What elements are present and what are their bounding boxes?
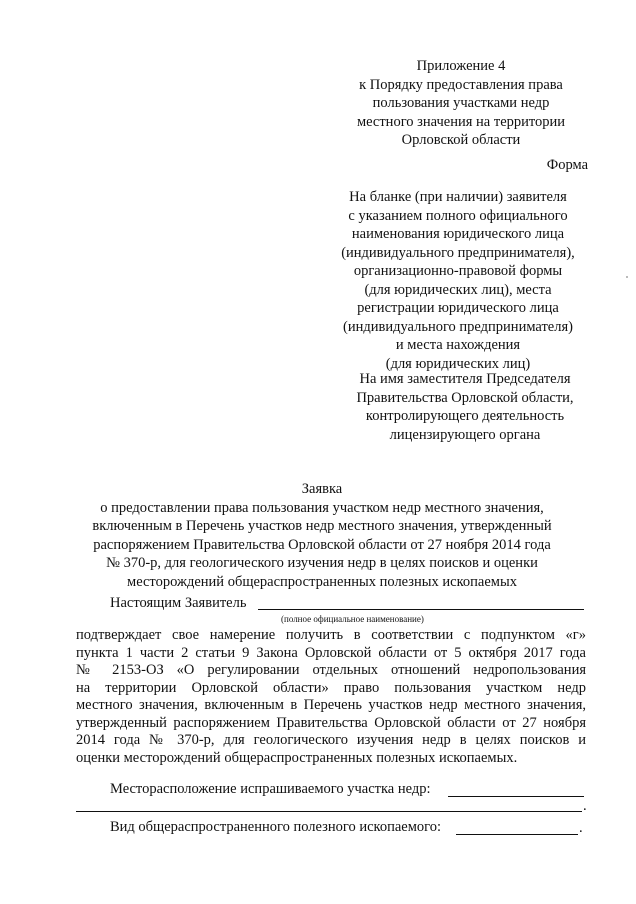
title-heading: Заявка [301, 481, 343, 497]
letterhead-note [320, 188, 596, 373]
addressee-line: На имя заместителя Председателя [359, 371, 571, 387]
addressee-line: контролирующего деятельность [365, 408, 565, 424]
addressee-block [330, 370, 600, 444]
body-line: № 2153-ОЗ «О регулировании отдельных отношений недропользования [76, 662, 586, 678]
body-line: подтверждает свое намерение получить в соответствии с подпунктом «г» [76, 627, 586, 643]
letterhead-note-line: (для юридических лиц), места [364, 281, 552, 298]
mineral-period: . [579, 820, 583, 836]
appendix-line: Орловской области [401, 132, 521, 148]
form-label: Форма [546, 157, 588, 173]
title-line: месторождений общераспространенных полезных ископаемых [127, 573, 517, 590]
applicant-label: Настоящим Заявитель [110, 595, 247, 611]
letterhead-note-line: с указанием полного официального [348, 207, 568, 224]
appendix-header [336, 57, 586, 150]
applicant-name-caption: (полное официальное наименование) [281, 614, 424, 624]
scan-artifact [626, 276, 628, 278]
body-line: оценки месторождений общераспространенных полезных ископаемых. [76, 749, 518, 766]
letterhead-note-line: На бланке (при наличии) заявителя [349, 189, 567, 205]
letterhead-note-line: (индивидуального предпринимателя) [343, 318, 573, 335]
title-line: распоряжением Правительства Орловской области от 27 ноября 2014 года [93, 536, 551, 553]
appendix-line: пользования участками недр [372, 95, 550, 111]
mineral-field[interactable] [456, 820, 578, 835]
title-line: включенным в Перечень участков недр местного значения, утвержденный [92, 518, 552, 534]
body-line: 2014 года № 370-р, для геологического изучения недр в целях поисков и [76, 732, 586, 748]
location-field-line-1[interactable] [448, 782, 584, 797]
addressee-line: Правительства Орловской области, [356, 389, 574, 406]
title-line: о предоставлении права пользования участком недр местного значения, [100, 499, 544, 516]
letterhead-note-line: наименования юридического лица [351, 226, 565, 242]
addressee-line: лицензирующего органа [389, 426, 541, 443]
location-label: Месторасположение испрашиваемого участка недр: [110, 781, 431, 797]
letterhead-note-line: регистрации юридического лица [357, 300, 559, 316]
body-line: местного значения, включенным в Перечень участков недр местного значения, [76, 697, 586, 713]
body-line: на территории Орловской области» право пользования участком недр [76, 679, 586, 696]
letterhead-note-line: организационно-правовой формы [353, 263, 563, 279]
letterhead-note-line: (для юридических лиц) [385, 355, 531, 372]
appendix-line: Приложение 4 [416, 58, 506, 74]
body-line: пункта 1 части 2 статьи 9 Закона Орловской области от 5 октября 2017 года [76, 644, 586, 661]
location-period: . [583, 798, 587, 814]
applicant-name-field[interactable] [258, 595, 584, 610]
appendix-line: местного значения на территории [356, 113, 566, 130]
location-field-line-2[interactable] [76, 798, 582, 812]
application-title [62, 480, 582, 591]
body-line: утвержденный распоряжением Правительства Орловской области от 27 ноября [76, 714, 586, 731]
appendix-line: к Порядку предоставления права [359, 76, 563, 93]
body-paragraph [76, 627, 586, 767]
letterhead-note-line: (индивидуального предпринимателя), [341, 244, 575, 261]
letterhead-note-line: и места нахождения [395, 337, 521, 353]
title-line: № 370-р, для геологического изучения недр в целях поисков и оценки [106, 555, 538, 571]
mineral-label: Вид общераспространенного полезного ископаемого: [110, 819, 442, 835]
